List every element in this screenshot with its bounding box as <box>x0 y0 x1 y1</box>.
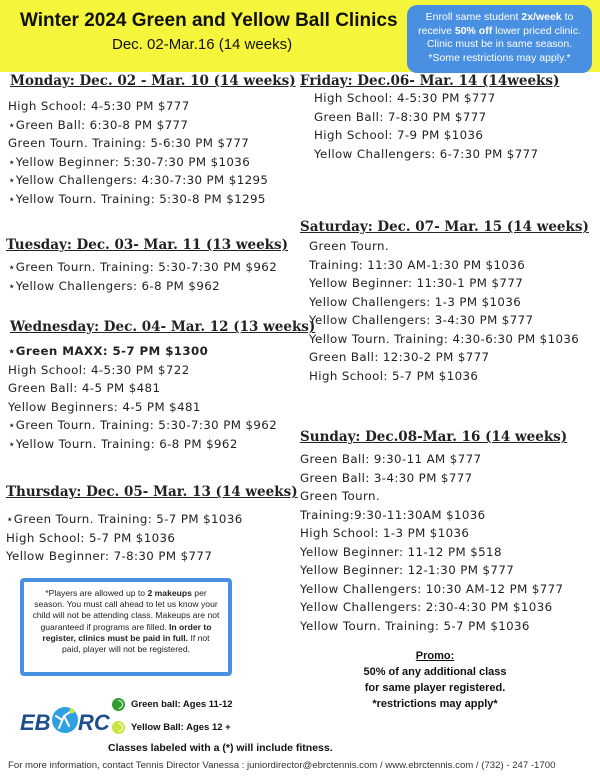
legend-yellow <box>112 721 231 734</box>
logo-text-left: EB <box>20 710 51 735</box>
schedule-line: Green Tourn. <box>300 489 381 503</box>
tuesday-heading: Tuesday: Dec. 03- Mar. 11 (13 weeks) <box>6 237 288 253</box>
enroll-line-4: *Some restrictions may apply.* <box>428 51 571 64</box>
schedule-line: Yellow Challengers: 1-3 PM $1036 <box>309 294 522 309</box>
schedule-line: ⋆Yellow Beginner: 5:30-7:30 PM $1036 <box>8 154 251 169</box>
schedule-line: Yellow Challengers: 10:30 AM-12 PM $777 <box>300 581 564 596</box>
enroll-offer-box <box>407 5 592 73</box>
makeup-text-bold-2: In order to register, clinics must be paid in full. <box>42 621 212 643</box>
green-ball-icon <box>112 698 125 711</box>
schedule-line: Green Ball: 7-8:30 PM $777 <box>314 109 487 124</box>
makeup-text-2: per season. You must call ahead to let us know your child will not be attending class. Makeups are not guaranteed if programs are filled. <box>32 588 220 632</box>
monday-schedule <box>8 97 268 208</box>
enroll-line-2: receive 50% off lower priced clinic. <box>418 24 581 37</box>
sunday-schedule <box>300 450 563 635</box>
promo-line-1: 50% of any additional class <box>363 666 507 678</box>
thursday-schedule <box>6 510 243 566</box>
contact-footer: For more information, contact Tennis Director Vanessa : juniordirector@ebrctennis.com / www.ebrctennis.com / (732) - 247 -1700 <box>8 760 556 771</box>
wednesday-heading: Wednesday: Dec. 04- Mar. 12 (13 weeks) <box>10 319 316 335</box>
schedule-line: Green Ball: 3-4:30 PM $777 <box>300 470 473 485</box>
schedule-line: High School: 4-5:30 PM $777 <box>8 99 190 113</box>
promo-line-3: *restrictions may apply* <box>372 698 498 710</box>
schedule-line: Green Ball: 9:30-11 AM $777 <box>300 452 482 466</box>
schedule-line: High School: 5-7 PM $1036 <box>309 368 479 383</box>
ebrc-logo <box>18 704 110 738</box>
schedule-line: Green Ball: 12:30-2 PM $777 <box>309 350 490 364</box>
schedule-line: ⋆Yellow Tourn. Training: 6-8 PM $962 <box>8 436 238 451</box>
schedule-line: ⋆Green Tourn. Training: 5-7 PM $1036 <box>6 512 243 526</box>
tuesday-schedule <box>8 258 277 295</box>
page-subtitle: Dec. 02-Mar.16 (14 weeks) <box>112 36 293 53</box>
schedule-line: Yellow Challengers: 2:30-4:30 PM $1036 <box>300 600 553 614</box>
makeup-text-bold-1: 2 makeups <box>147 588 192 598</box>
logo-text-right: RC <box>78 710 110 735</box>
schedule-line: Training:9:30-11:30AM $1036 <box>300 507 486 522</box>
schedule-line: ⋆Yellow Challengers: 6-8 PM $962 <box>8 278 221 293</box>
promo-title: Promo: <box>415 650 455 662</box>
schedule-line: Yellow Beginner: 11-12 PM $518 <box>300 544 502 559</box>
schedule-line: High School: 7-9 PM $1036 <box>314 128 484 142</box>
schedule-line: Yellow Beginner: 12-1:30 PM $777 <box>300 563 515 577</box>
schedule-line: Yellow Challengers: 3-4:30 PM $777 <box>309 313 534 327</box>
friday-schedule <box>314 89 538 163</box>
schedule-line: Green Ball: 4-5 PM $481 <box>8 381 161 395</box>
sunday-heading: Sunday: Dec.08-Mar. 16 (14 weeks) <box>300 429 568 445</box>
promo-line-2: for same player registered. <box>364 682 506 694</box>
schedule-line: Yellow Beginners: 4-5 PM $481 <box>8 399 201 414</box>
legend-green <box>112 698 233 711</box>
schedule-line: High School: 4-5:30 PM $722 <box>8 362 190 377</box>
schedule-line: ⋆Green Tourn. Training: 5:30-7:30 PM $962 <box>8 418 278 432</box>
schedule-line: High School: 1-3 PM $1036 <box>300 526 470 540</box>
saturday-heading: Saturday: Dec. 07- Mar. 15 (14 weeks) <box>300 219 589 235</box>
schedule-line: Training: 11:30 AM-1:30 PM $1036 <box>309 257 526 272</box>
friday-heading: Friday: Dec.06- Mar. 14 (14weeks) <box>300 73 560 89</box>
enroll-line-3: Clinic must be in same season. <box>426 38 573 50</box>
schedule-line: Yellow Challengers: 6-7:30 PM $777 <box>314 146 539 161</box>
makeup-text-3: If not paid, player will not be registered. <box>61 632 210 655</box>
page-title: Winter 2024 Green and Yellow Ball Clinics <box>20 10 398 31</box>
schedule-line-highlight: ⋆Green MAXX: 5-7 PM $1300 <box>8 344 209 358</box>
schedule-line: High School: 4-5:30 PM $777 <box>314 91 496 105</box>
schedule-line: ⋆Yellow Challengers: 4:30-7:30 PM $1295 <box>8 173 269 187</box>
makeup-text-1: *Players are allowed up to <box>45 588 148 598</box>
schedule-line: Yellow Tourn. Training: 5-7 PM $1036 <box>300 618 530 633</box>
wednesday-schedule <box>8 342 277 453</box>
schedule-line: Yellow Beginner: 7-8:30 PM $777 <box>6 549 213 563</box>
schedule-line: Yellow Tourn. Training: 4:30-6:30 PM $1036 <box>309 331 580 346</box>
enroll-line-1: Enroll same student 2x/week to <box>425 11 574 23</box>
schedule-line: ⋆Yellow Tourn. Training: 5:30-8 PM $1295 <box>8 191 266 206</box>
fitness-note: Classes labeled with a (*) will include fitness. <box>108 742 333 754</box>
monday-heading: Monday: Dec. 02 - Mar. 10 (14 weeks) <box>10 73 296 89</box>
promo-section <box>330 648 540 712</box>
saturday-schedule <box>309 237 579 385</box>
legend-yellow-label: Yellow Ball: Ages 12 + <box>131 722 231 733</box>
schedule-line: Green Tourn. Training: 5-6:30 PM $777 <box>8 136 250 150</box>
thursday-heading: Thursday: Dec. 05- Mar. 13 (14 weeks) <box>6 484 298 500</box>
schedule-line: Yellow Beginner: 11:30-1 PM $777 <box>309 276 524 290</box>
yellow-ball-icon <box>112 721 125 734</box>
schedule-line: ⋆Green Ball: 6:30-8 PM $777 <box>8 117 189 132</box>
schedule-line: Green Tourn. <box>309 239 390 253</box>
legend-green-label: Green ball: Ages 11-12 <box>131 699 233 710</box>
makeup-policy-box <box>20 578 232 676</box>
schedule-line: ⋆Green Tourn. Training: 5:30-7:30 PM $962 <box>8 260 278 274</box>
schedule-line: High School: 5-7 PM $1036 <box>6 530 176 545</box>
